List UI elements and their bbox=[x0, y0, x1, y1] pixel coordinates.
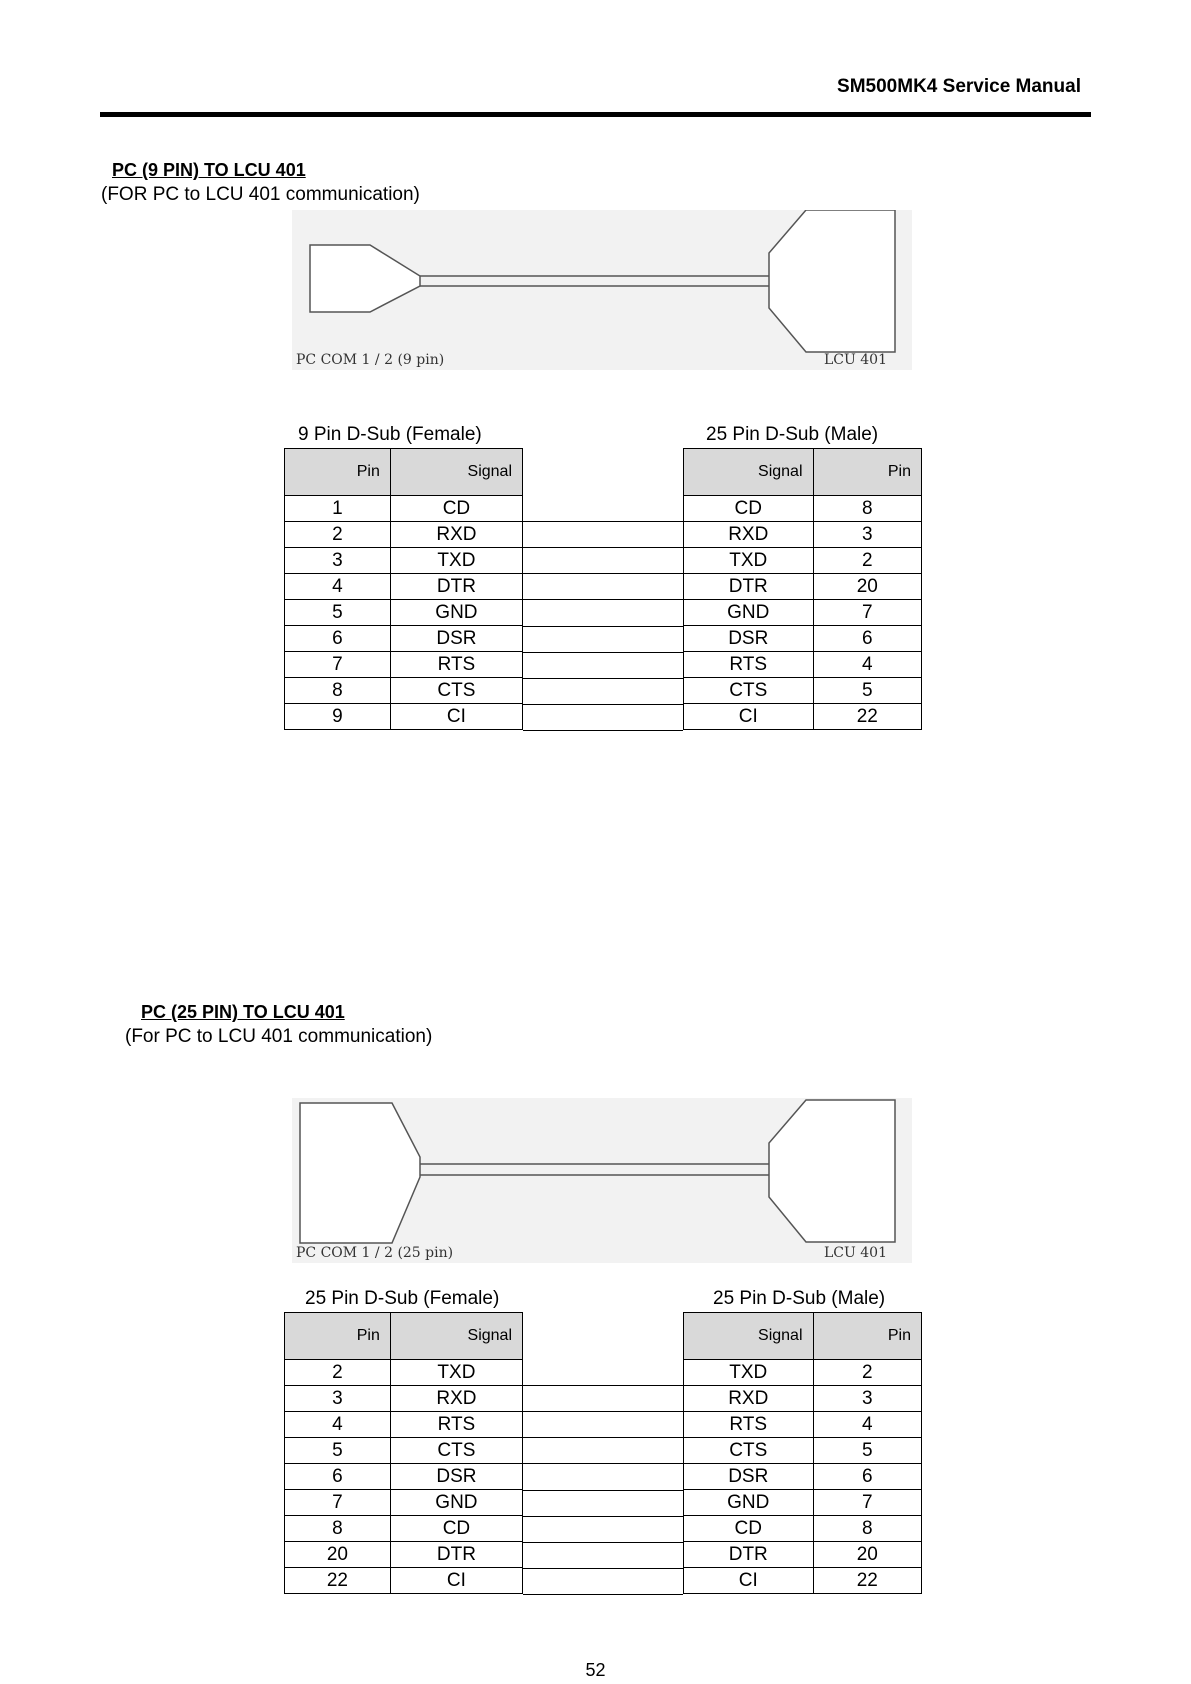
header-rule bbox=[100, 112, 1091, 117]
signal-cell: DTR bbox=[390, 1542, 522, 1568]
signal-cell: GND bbox=[684, 600, 814, 626]
pin-cell: 22 bbox=[285, 1568, 391, 1594]
pin-cell: 5 bbox=[285, 1438, 391, 1464]
pin-cell: 7 bbox=[285, 652, 391, 678]
pin-cell: 20 bbox=[813, 1542, 921, 1568]
signal-cell: CI bbox=[390, 1568, 522, 1594]
table-row bbox=[684, 522, 922, 548]
table-row bbox=[684, 1516, 922, 1542]
pin-cell: 4 bbox=[813, 1412, 921, 1438]
cable-drawing bbox=[292, 210, 912, 370]
pin-cell: 8 bbox=[813, 1516, 921, 1542]
section-1-right-table bbox=[683, 448, 922, 730]
pin-cell: 6 bbox=[813, 1464, 921, 1490]
pin-cell: 2 bbox=[285, 522, 391, 548]
signal-cell: DSR bbox=[390, 1464, 522, 1490]
page-number: 52 bbox=[585, 1660, 606, 1680]
signal-cell: RXD bbox=[390, 1386, 522, 1412]
pin-cell: 6 bbox=[285, 1464, 391, 1490]
signal-cell: RTS bbox=[684, 1412, 814, 1438]
signal-cell: GND bbox=[390, 600, 522, 626]
table-row bbox=[285, 1438, 523, 1464]
signal-cell: CI bbox=[684, 704, 814, 730]
right-connector-label: LCU 401 bbox=[824, 352, 887, 368]
table-row bbox=[684, 1464, 922, 1490]
pin-cell: 1 bbox=[285, 496, 391, 522]
signal-cell: RXD bbox=[684, 522, 814, 548]
table-row bbox=[285, 1464, 523, 1490]
signal-cell: TXD bbox=[390, 1360, 522, 1386]
pin-cell: 7 bbox=[813, 600, 921, 626]
header-title: SM500MK4 Service Manual bbox=[837, 76, 1081, 97]
table-row bbox=[285, 1386, 523, 1412]
signal-cell: RXD bbox=[390, 522, 522, 548]
table-row bbox=[285, 1360, 523, 1386]
column-header-signal: Signal bbox=[390, 449, 522, 496]
table-row bbox=[285, 1568, 523, 1594]
section-1-left-table bbox=[284, 448, 523, 730]
table-row bbox=[285, 496, 523, 522]
section-1-cable-diagram bbox=[292, 210, 912, 370]
pin-cell: 5 bbox=[813, 1438, 921, 1464]
table-row bbox=[285, 522, 523, 548]
left-connector-label: PC COM 1 / 2 (25 pin) bbox=[296, 1245, 454, 1261]
table-row bbox=[684, 1438, 922, 1464]
signal-cell: RTS bbox=[684, 652, 814, 678]
table-row bbox=[285, 652, 523, 678]
table-row bbox=[684, 704, 922, 730]
signal-cell: TXD bbox=[390, 548, 522, 574]
pin-cell: 3 bbox=[285, 548, 391, 574]
right-connector-label: LCU 401 bbox=[824, 1245, 887, 1261]
section-2-right-table bbox=[683, 1312, 922, 1594]
pin-cell: 4 bbox=[285, 574, 391, 600]
section-2-subtitle: (For PC to LCU 401 communication) bbox=[125, 1026, 433, 1047]
table-row bbox=[684, 678, 922, 704]
pin-cell: 8 bbox=[285, 1516, 391, 1542]
table-row bbox=[285, 626, 523, 652]
signal-cell: DSR bbox=[390, 626, 522, 652]
signal-cell: DSR bbox=[684, 626, 814, 652]
table-row bbox=[684, 626, 922, 652]
table-row bbox=[285, 1490, 523, 1516]
column-header-pin: Pin bbox=[285, 449, 391, 496]
pin-cell: 2 bbox=[285, 1360, 391, 1386]
pin-cell: 3 bbox=[813, 522, 921, 548]
section-2-cable-diagram bbox=[292, 1098, 912, 1263]
signal-cell: TXD bbox=[684, 548, 814, 574]
signal-cell: GND bbox=[390, 1490, 522, 1516]
signal-cell: RTS bbox=[390, 652, 522, 678]
signal-cell: DTR bbox=[390, 574, 522, 600]
table-row bbox=[684, 1386, 922, 1412]
signal-cell: CD bbox=[390, 496, 522, 522]
table-row bbox=[285, 600, 523, 626]
signal-cell: CD bbox=[684, 496, 814, 522]
signal-cell: CTS bbox=[684, 678, 814, 704]
signal-cell: GND bbox=[684, 1490, 814, 1516]
section-2-right-caption: 25 Pin D-Sub (Male) bbox=[713, 1288, 886, 1309]
section-1-title: PC (9 PIN) TO LCU 401 bbox=[112, 160, 306, 180]
pin-cell: 4 bbox=[813, 652, 921, 678]
signal-cell: CTS bbox=[684, 1438, 814, 1464]
right-connector bbox=[769, 1100, 895, 1242]
signal-cell: CD bbox=[390, 1516, 522, 1542]
signal-cell: RXD bbox=[684, 1386, 814, 1412]
table-row bbox=[684, 496, 922, 522]
pin-cell: 6 bbox=[813, 626, 921, 652]
signal-cell: DTR bbox=[684, 574, 814, 600]
signal-cell: TXD bbox=[684, 1360, 814, 1386]
table-row bbox=[285, 574, 523, 600]
pin-cell: 8 bbox=[285, 678, 391, 704]
pin-cell: 8 bbox=[813, 496, 921, 522]
pin-cell: 22 bbox=[813, 1568, 921, 1594]
column-header-signal: Signal bbox=[684, 1313, 814, 1360]
signal-cell: DSR bbox=[684, 1464, 814, 1490]
signal-cell: CD bbox=[684, 1516, 814, 1542]
section-1-right-caption: 25 Pin D-Sub (Male) bbox=[706, 424, 879, 445]
left-connector bbox=[300, 1103, 420, 1243]
left-connector-label: PC COM 1 / 2 (9 pin) bbox=[296, 352, 445, 368]
table-row bbox=[285, 1516, 523, 1542]
signal-cell: CI bbox=[390, 704, 522, 730]
pin-cell: 20 bbox=[285, 1542, 391, 1568]
table-row bbox=[684, 1542, 922, 1568]
section-1-wires bbox=[523, 495, 683, 735]
table-row bbox=[684, 1412, 922, 1438]
column-header-pin: Pin bbox=[813, 1313, 921, 1360]
column-header-pin: Pin bbox=[285, 1313, 391, 1360]
table-row bbox=[684, 1360, 922, 1386]
table-row bbox=[285, 548, 523, 574]
pin-cell: 9 bbox=[285, 704, 391, 730]
pin-cell: 2 bbox=[813, 1360, 921, 1386]
table-row bbox=[684, 652, 922, 678]
pin-cell: 7 bbox=[285, 1490, 391, 1516]
table-row bbox=[684, 548, 922, 574]
section-1-subtitle: (FOR PC to LCU 401 communication) bbox=[101, 184, 420, 205]
column-header-signal: Signal bbox=[390, 1313, 522, 1360]
table-row bbox=[684, 600, 922, 626]
pin-cell: 5 bbox=[813, 678, 921, 704]
pin-cell: 20 bbox=[813, 574, 921, 600]
right-connector bbox=[769, 210, 895, 352]
pin-cell: 22 bbox=[813, 704, 921, 730]
pin-cell: 4 bbox=[285, 1412, 391, 1438]
section-2-wires bbox=[523, 1359, 683, 1599]
section-2-left-table bbox=[284, 1312, 523, 1594]
table-row bbox=[684, 1490, 922, 1516]
signal-cell: DTR bbox=[684, 1542, 814, 1568]
table-row bbox=[285, 1412, 523, 1438]
pin-cell: 6 bbox=[285, 626, 391, 652]
section-1-left-caption: 9 Pin D-Sub (Female) bbox=[298, 424, 482, 445]
signal-cell: CTS bbox=[390, 1438, 522, 1464]
section-2-title: PC (25 PIN) TO LCU 401 bbox=[141, 1002, 345, 1022]
cable-drawing bbox=[292, 1098, 912, 1263]
column-header-pin: Pin bbox=[813, 449, 921, 496]
pin-cell: 5 bbox=[285, 600, 391, 626]
table-row bbox=[285, 704, 523, 730]
signal-cell: CTS bbox=[390, 678, 522, 704]
table-row bbox=[285, 1542, 523, 1568]
column-header-signal: Signal bbox=[684, 449, 814, 496]
pin-cell: 3 bbox=[813, 1386, 921, 1412]
section-2-left-caption: 25 Pin D-Sub (Female) bbox=[305, 1288, 500, 1309]
pin-cell: 3 bbox=[285, 1386, 391, 1412]
table-row bbox=[684, 574, 922, 600]
table-row bbox=[285, 678, 523, 704]
pin-cell: 7 bbox=[813, 1490, 921, 1516]
signal-cell: RTS bbox=[390, 1412, 522, 1438]
pin-cell: 2 bbox=[813, 548, 921, 574]
left-connector bbox=[310, 245, 420, 312]
signal-cell: CI bbox=[684, 1568, 814, 1594]
table-row bbox=[684, 1568, 922, 1594]
